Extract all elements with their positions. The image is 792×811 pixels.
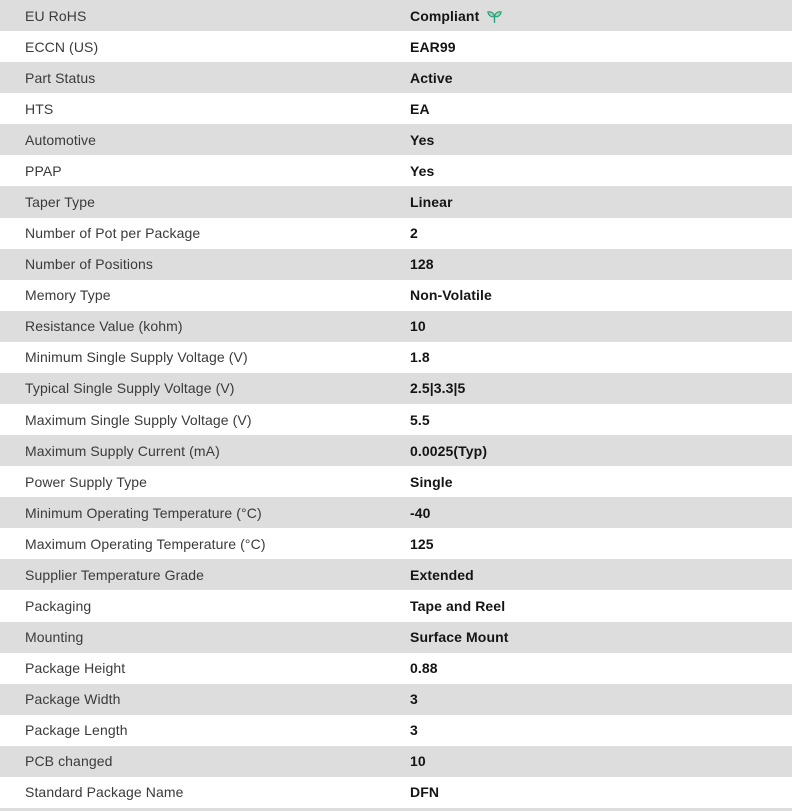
spec-label: Package Height [25, 660, 126, 677]
spec-value [410, 39, 792, 55]
table-row [0, 684, 792, 715]
spec-label: ECCN (US) [25, 38, 99, 55]
spec-label: EU RoHS [25, 7, 87, 24]
table-row [0, 404, 792, 435]
spec-value [410, 256, 792, 272]
spec-value-text: 10 [410, 318, 426, 335]
spec-label: Automotive [25, 131, 97, 148]
table-row [0, 777, 792, 808]
spec-label: Taper Type [25, 194, 96, 210]
spec-value-text: 3 [410, 722, 418, 739]
table-row [0, 280, 792, 311]
spec-label: Mounting [25, 629, 84, 646]
table-row [0, 435, 792, 466]
table-row [0, 559, 792, 590]
spec-label: Maximum Supply Current (mA) [25, 442, 220, 459]
spec-value-text: -40 [410, 504, 431, 521]
spec-label: Maximum Operating Temperature (°C) [25, 535, 266, 552]
spec-value-text: EA [410, 100, 430, 117]
spec-value-text: 10 [410, 753, 426, 770]
spec-value [410, 225, 792, 241]
spec-value [410, 349, 792, 365]
spec-value-text: 5.5 [410, 411, 430, 428]
spec-label: Maximum Single Supply Voltage (V) [25, 411, 252, 428]
table-row [0, 466, 792, 497]
spec-value-text: 125 [410, 535, 434, 552]
spec-label: Memory Type [25, 287, 111, 304]
table-row [0, 31, 792, 62]
spec-value [410, 287, 792, 303]
spec-label: Supplier Temperature Grade [25, 566, 204, 583]
spec-value [410, 101, 792, 117]
spec-value [410, 132, 792, 148]
spec-value [410, 753, 792, 769]
spec-value [410, 474, 792, 490]
table-row [0, 124, 792, 155]
spec-value-text: 2 [410, 225, 418, 242]
spec-value-text: Extended [410, 566, 474, 583]
spec-value [410, 505, 792, 521]
spec-label: Packaging [25, 598, 92, 615]
table-row [0, 622, 792, 653]
spec-value-text: 0.0025(Typ) [410, 442, 488, 459]
spec-value [410, 660, 792, 676]
spec-value-text: 2.5|3.3|5 [410, 380, 466, 397]
spec-value-text: 128 [410, 256, 434, 273]
table-row [0, 590, 792, 621]
spec-value-text: 1.8 [410, 349, 430, 366]
spec-value-text: Surface Mount [410, 629, 509, 646]
spec-label: PPAP [25, 162, 62, 179]
spec-value [410, 691, 792, 707]
spec-label: Package Length [25, 722, 128, 739]
spec-value [410, 318, 792, 334]
spec-label: Minimum Single Supply Voltage (V) [25, 349, 248, 366]
spec-label: Package Width [25, 691, 121, 708]
spec-value-text: EAR99 [410, 38, 456, 55]
leaf-icon [486, 9, 503, 24]
spec-value [410, 536, 792, 552]
table-row [0, 653, 792, 684]
spec-label: Typical Single Supply Voltage (V) [25, 380, 235, 397]
spec-value-text: Yes [410, 131, 435, 148]
spec-value [410, 629, 792, 645]
table-row [0, 218, 792, 249]
spec-label: Standard Package Name [25, 784, 184, 801]
table-row [0, 528, 792, 559]
spec-value-text: Compliant [410, 7, 480, 24]
spec-label: Minimum Operating Temperature (°C) [25, 504, 262, 521]
table-row [0, 155, 792, 186]
table-row [0, 311, 792, 342]
table-row [0, 373, 792, 404]
spec-label: Power Supply Type [25, 473, 148, 490]
table-row [0, 62, 792, 93]
spec-value-text: Yes [410, 162, 435, 179]
table-row [0, 186, 792, 217]
spec-value-text: Tape and Reel [410, 598, 506, 615]
spec-value [410, 163, 792, 179]
table-row [0, 0, 792, 31]
table-row [0, 746, 792, 777]
spec-value [410, 380, 792, 396]
spec-value-text: Active [410, 69, 453, 86]
table-row [0, 249, 792, 280]
spec-value-text: 3 [410, 691, 418, 708]
spec-value-text: Linear [410, 194, 453, 210]
spec-value [410, 412, 792, 428]
spec-value [410, 443, 792, 459]
spec-label: Number of Pot per Package [25, 225, 201, 242]
spec-label: Number of Positions [25, 256, 153, 273]
spec-value-text: DFN [410, 784, 440, 801]
spec-label: Part Status [25, 69, 96, 86]
spec-value-text: 0.88 [410, 660, 438, 677]
spec-value-text: Non-Volatile [410, 287, 492, 304]
spec-value [410, 784, 792, 800]
spec-value [410, 722, 792, 738]
spec-label: HTS [25, 100, 54, 117]
table-row [0, 497, 792, 528]
spec-value [410, 70, 792, 86]
spec-label: Resistance Value (kohm) [25, 318, 183, 335]
spec-value [410, 7, 792, 24]
table-row [0, 93, 792, 124]
spec-value-text: Single [410, 473, 453, 490]
spec-value [410, 194, 792, 210]
spec-label: PCB changed [25, 753, 113, 770]
table-row [0, 715, 792, 746]
table-row [0, 342, 792, 373]
spec-value [410, 598, 792, 614]
spec-value [410, 567, 792, 583]
